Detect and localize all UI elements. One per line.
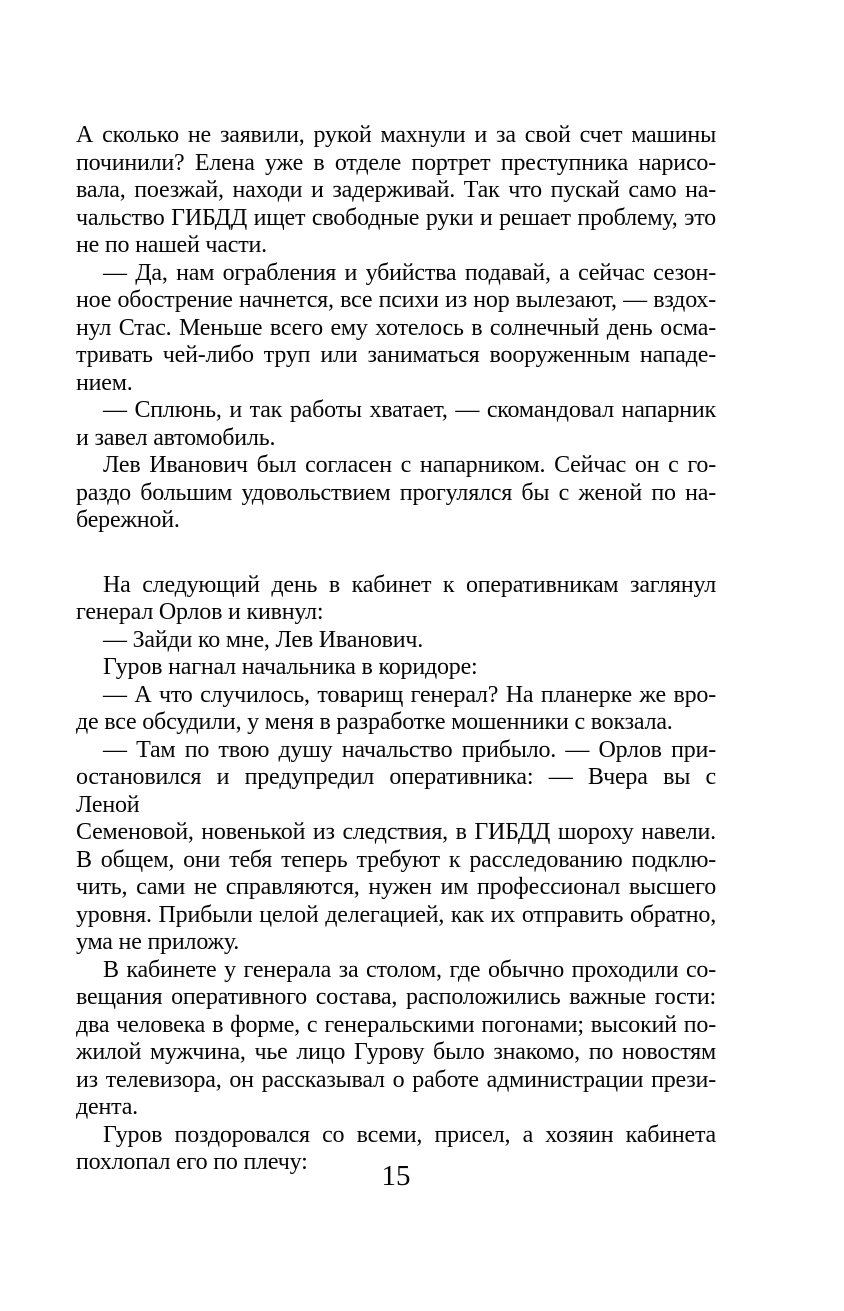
- paragraph: [76, 654, 716, 682]
- paragraph: [76, 122, 716, 260]
- page-number: 15: [381, 1160, 411, 1192]
- text-line: тривать чей-либо труп или заниматься вооруженным нападе-: [76, 342, 716, 368]
- text-line: из телевизора, он рассказывал о работе администрации прези-: [76, 1066, 716, 1093]
- text-line: Гуров нагнал начальника в коридоре:: [103, 654, 478, 680]
- text-line: уровня. Прибыли целой делегацией, как их отправить обратно,: [76, 901, 716, 928]
- text-line: нием.: [76, 369, 133, 396]
- text-line: ума не приложу.: [76, 929, 240, 955]
- text-line: не по нашей части.: [76, 232, 267, 258]
- paragraph: [76, 737, 716, 957]
- paragraph: [76, 260, 716, 398]
- paragraph: [76, 452, 716, 535]
- text-line: де все обсудили, у меня в разработке мошенники с вокзала.: [76, 709, 673, 735]
- text-line: починили? Елена уже в отделе портрет преступника нарисо-: [76, 149, 716, 176]
- text-line: чить, сами не справляются, нужен им профессионал высшего: [76, 874, 716, 900]
- text-line: остановился и предупредил оперативника: — Вчера вы с Леной: [76, 764, 716, 818]
- text-line: два человека в форме, с генеральскими погонами; высокий по-: [76, 1011, 716, 1038]
- text-line: бережной.: [76, 507, 180, 533]
- text-line: Лев Иванович был согласен с напарником. Сейчас он с го-: [103, 452, 716, 478]
- paragraph: [76, 957, 716, 1122]
- text-block: [76, 122, 716, 1177]
- text-line: — Зайди ко мне, Лев Иванович.: [103, 626, 424, 653]
- text-line: вещания оперативного состава, расположились важные гости:: [76, 984, 716, 1010]
- text-line: и завел автомобиль.: [76, 424, 276, 451]
- text-line: похлопал его по плечу:: [76, 1149, 308, 1175]
- paragraph: [76, 572, 716, 627]
- paragraph: [76, 397, 716, 452]
- text-line: — Да, нам ограбления и убийства подавай, а сейчас сезон-: [103, 259, 716, 286]
- section-2: [76, 572, 716, 1177]
- text-line: В кабинете у генерала за столом, где обычно проходили со-: [103, 956, 716, 983]
- text-line: дента.: [76, 1094, 138, 1120]
- text-line: — А что случилось, товарищ генерал? На планерке же вро-: [103, 681, 716, 708]
- text-line: генерал Орлов и кивнул:: [76, 599, 324, 625]
- text-line: На следующий день в кабинет к оперативникам заглянул: [103, 571, 716, 598]
- text-line: — Там по твою душу начальство прибыло. — Орлов при-: [103, 736, 716, 763]
- text-line: Гуров поздоровался со всеми, присел, а хозяин кабинета: [103, 1121, 716, 1148]
- text-line: А сколько не заявили, рукой махнули и за свой счет машины: [76, 122, 716, 148]
- text-line: вала, поезжай, находи и задерживай. Так что пускай само на-: [76, 177, 716, 203]
- text-line: чальство ГИБДД ищет свободные руки и решает проблему, это: [76, 204, 716, 231]
- text-line: ное обострение начнется, все психи из нор вылезают, — вздох-: [76, 287, 716, 313]
- text-line: В общем, они тебя теперь требуют к расследованию подклю-: [76, 846, 716, 873]
- text-line: — Сплюнь, и так работы хватает, — скомандовал напарник: [103, 397, 716, 423]
- text-line: жилой мужчина, чье лицо Гурову было знакомо, по новостям: [76, 1039, 716, 1065]
- text-line: раздо большим удовольствием прогулялся бы с женой по на-: [76, 479, 716, 506]
- text-line: Семеновой, новенькой из следствия, в ГИБДД шороху навели.: [76, 819, 716, 845]
- section-1: [76, 122, 716, 535]
- text-line: нул Стас. Меньше всего ему хотелось в солнечный день осма-: [76, 314, 716, 341]
- paragraph: [76, 627, 716, 655]
- paragraph: [76, 682, 716, 737]
